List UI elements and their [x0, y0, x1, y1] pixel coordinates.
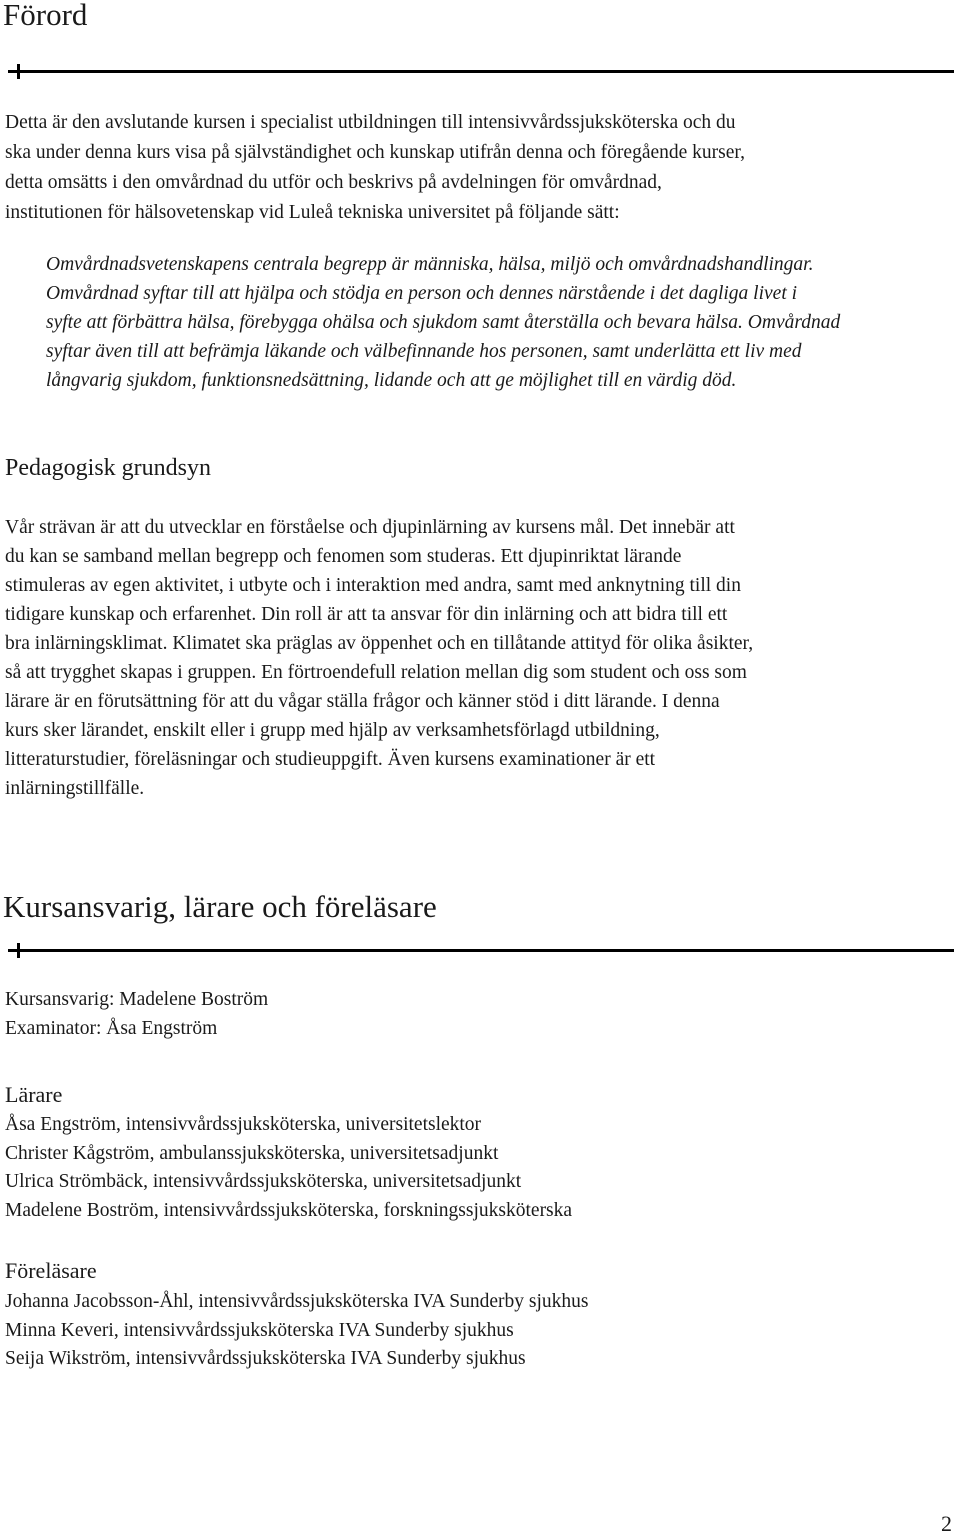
page-number: 2 [941, 1511, 952, 1536]
paragraph-line: lärare är en förutsättning för att du vågar ställa frågor och känner stöd i ditt lärande. I denna [5, 691, 720, 712]
paragraph-line: Detta är den avslutande kursen i specialist utbildningen till intensivvårdssjuksköterska och du [5, 112, 736, 133]
rule-tick [17, 64, 20, 79]
paragraph-line: bra inlärningsklimat. Klimatet ska präglas av öppenhet och en tillåtande attityd för olika åsikter, [5, 633, 754, 654]
lecturer-item: Seija Wikström, intensivvårdssjuksköterska IVA Sunderby sjukhus [5, 1348, 526, 1369]
paragraph-line: detta omsätts i den omvårdnad du utför och beskrivs på avdelningen för omvårdnad, [5, 172, 662, 193]
pedagogik-body [5, 513, 753, 803]
forord-intro [5, 108, 745, 228]
lecturer-item: Johanna Jacobsson-Åhl, intensivvårdssjuksköterska IVA Sunderby sjukhus [5, 1291, 589, 1312]
responsible-line: Examinator: Åsa Engström [5, 1017, 218, 1039]
quote-line: långvarig sjukdom, funktionsnedsättning, lidande och att ge möjlighet till en värdig död. [46, 370, 737, 391]
heading-forelasare: Föreläsare [5, 1258, 97, 1283]
teachers-list [5, 1111, 572, 1225]
paragraph-line: tidigare kunskap och erfarenhet. Din roll är att ta ansvar för din inlärning och att bidra till ett [5, 604, 728, 625]
forord-quote [46, 250, 840, 395]
responsible-list [5, 986, 268, 1043]
rule-tick [17, 943, 20, 958]
lecturer-item: Minna Keveri, intensivvårdssjuksköterska IVA Sunderby sjukhus [5, 1319, 514, 1341]
paragraph-line: så att trygghet skapas i gruppen. En förtroendefull relation mellan dig som student och oss som [5, 662, 747, 683]
paragraph-line: stimuleras av egen aktivitet, i utbyte och i interaktion med andra, samt med anknytning till din [5, 575, 741, 596]
quote-line: syftar även till att befrämja läkande och välbefinnande hos personen, samt underlätta ett liv med [46, 341, 802, 362]
paragraph-line: kurs sker lärandet, enskilt eller i grupp med hjälp av verksamhetsförlagd utbildning, [5, 720, 660, 741]
quote-line: Omvårdnad syftar till att hjälpa och stödja en person och dennes närstående i det dagliga livet i [46, 283, 798, 304]
teacher-item: Åsa Engström, intensivvårdssjuksköterska, universitetslektor [5, 1114, 482, 1135]
heading-pedagogik: Pedagogisk grundsyn [5, 455, 211, 481]
teacher-item: Christer Kågström, ambulanssjuksköterska, universitetsadjunkt [5, 1142, 499, 1164]
heading-kursansvarig: Kursansvarig, lärare och föreläsare [3, 889, 437, 924]
heading-larare: Lärare [5, 1082, 63, 1107]
teacher-item: Ulrica Strömbäck, intensivvårdssjuksköterska, universitetsadjunkt [5, 1171, 522, 1192]
heading-rule [8, 70, 954, 73]
paragraph-line: institutionen för hälsovetenskap vid Luleå tekniska universitet på följande sätt: [5, 202, 620, 223]
lecturers-list [5, 1288, 589, 1374]
paragraph-line: litteraturstudier, föreläsningar och studieuppgift. Även kursens examinationer är ett [5, 749, 656, 770]
quote-line: Omvårdnadsvetenskapens centrala begrepp är människa, hälsa, miljö och omvårdnadshandlingar. [46, 254, 814, 275]
heading-forord: Förord [3, 0, 88, 32]
heading-rule [8, 949, 954, 952]
teacher-item: Madelene Boström, intensivvårdssjuksköterska, forskningssjuksköterska [5, 1199, 573, 1221]
quote-line: syfte att förbättra hälsa, förebygga ohälsa och sjukdom samt återställa och bevara hälsa. Omvårdnad [46, 312, 841, 333]
responsible-line: Kursansvarig: Madelene Boström [5, 989, 269, 1010]
paragraph-line: Vår strävan är att du utvecklar en förståelse och djupinlärning av kursens mål. Det innebär att [5, 517, 735, 538]
paragraph-line: ska under denna kurs visa på självständighet och kunskap utifrån denna och föregående kurser, [5, 142, 745, 163]
paragraph-line: inlärningstillfälle. [5, 778, 145, 799]
paragraph-line: du kan se samband mellan begrepp och fenomen som studeras. Ett djupinriktat lärande [5, 546, 682, 567]
